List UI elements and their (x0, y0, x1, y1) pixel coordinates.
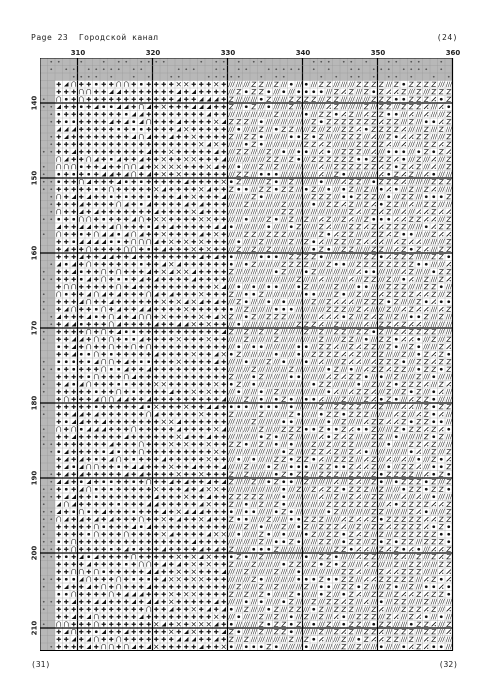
row-number: 170 (30, 320, 39, 336)
cross-stitch-pattern-grid (40, 58, 456, 651)
column-number: 320 (145, 49, 161, 57)
column-number: 350 (370, 49, 386, 57)
row-number: 210 (30, 620, 39, 636)
row-number: 180 (30, 395, 39, 411)
page-header-right: (24) (436, 33, 458, 42)
page-header-left: Page 23 Городской канал (31, 33, 159, 42)
row-number: 200 (30, 545, 39, 561)
column-number: 340 (295, 49, 311, 57)
row-number: 190 (30, 470, 39, 486)
page-footer-right: (32) (438, 660, 458, 669)
row-number: 160 (30, 245, 39, 261)
row-number: 140 (30, 95, 39, 111)
column-number: 330 (220, 49, 236, 57)
row-number: 150 (30, 170, 39, 186)
column-number: 310 (70, 49, 86, 57)
page-footer-left: (31) (31, 660, 51, 669)
column-number: 360 (445, 49, 461, 57)
